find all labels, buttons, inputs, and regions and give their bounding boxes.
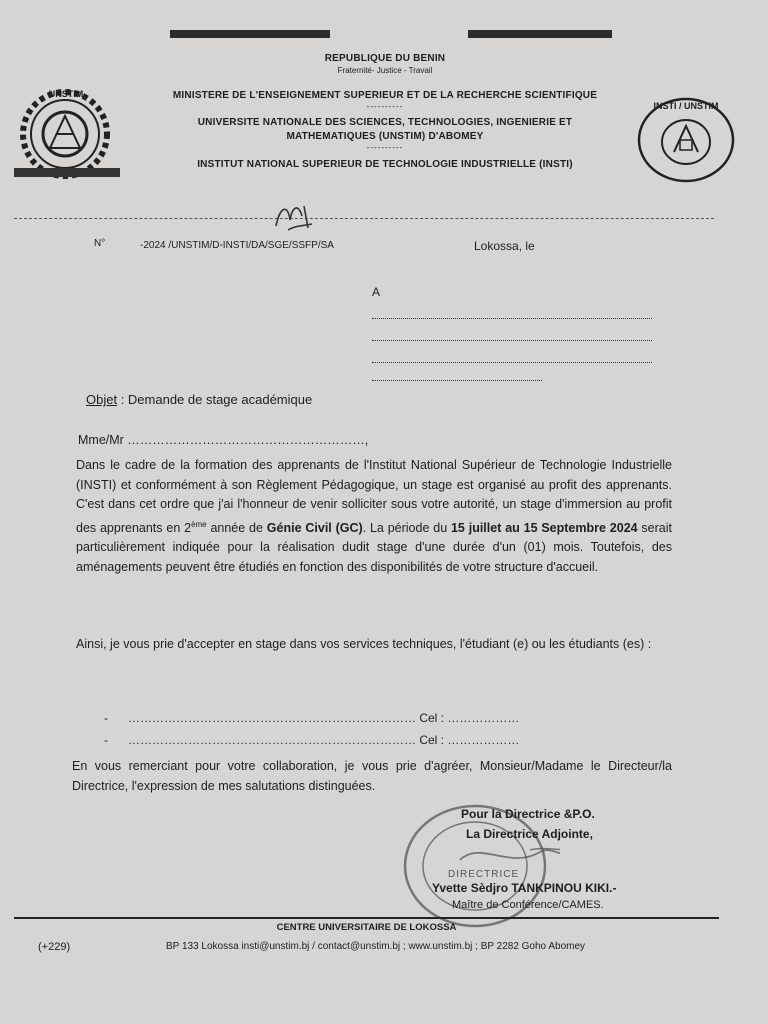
header-separator: ---------- [366,102,404,111]
university-name-line2: MATHEMATIQUES (UNSTIM) D'ABOMEY [286,131,484,142]
country-name: REPUBLIQUE DU BENIN [324,53,446,64]
stamp-label: DIRECTRICE [448,869,520,880]
footer-address: BP 133 Lokossa insti@unstim.bj / contact@unstim.bj ; www.unstim.bj ; BP 2282 Goho Abomey [166,941,586,952]
body-paragraph-2: Ainsi, je vous prie d'accepter en stage dans vos services techniques, l'étudiant (e) ou les étudiants (es) : [76,637,652,651]
subject-label: Objet [86,392,118,407]
recipient-label: A [372,285,381,299]
signature-line-2: La Directrice Adjointe, [466,827,593,841]
reference-number: -2024 /UNSTIM/D-INSTI/DA/SGE/SSFP/SA [140,240,334,251]
recipient-line-3 [372,362,652,363]
signatory-name: Yvette Sèdjro TANKPINOU KIKI.- [432,881,617,895]
student-dash-2: - [104,733,108,747]
right-logo-label: INSTI / UNSTIM [653,101,719,111]
p1-field: Génie Civil (GC) [266,520,363,535]
p1-text-b: année de [206,520,267,535]
footer-rule [14,917,719,919]
student-line-1: ……………………………………………………………… Cel : ……………… [128,711,520,725]
p1-text-c: . La période du [362,520,451,535]
p1-superscript: ème [191,519,207,529]
header-divider [14,218,714,219]
signature-line-1: Pour la Directrice &P.O. [461,807,595,821]
ministry-name: MINISTERE DE L'ENSEIGNEMENT SUPERIEUR ET DE LA RECHERCHE SCIENTIFIQUE [172,90,598,101]
country-motto: Fraternité- Justice - Travail [337,66,433,75]
subject-line [86,392,312,407]
header-separator-2: ---------- [366,143,404,152]
recipient-line-1 [372,318,652,319]
subject-text: : Demande de stage académique [117,392,313,407]
institute-name: INSTITUT NATIONAL SUPERIEUR DE TECHNOLOGIE INDUSTRIELLE (INSTI) [197,159,573,170]
place-date: Lokossa, le [474,239,535,253]
footer-phone: (+229) [38,941,71,953]
signatory-title: Maître de Conférence/CAMES. [452,899,604,911]
university-name-line1: UNIVERSITE NATIONALE DES SCIENCES, TECHNOLOGIES, INGENIERIE ET [197,117,573,128]
p1-text-a: Dans le cadre de la formation des apprenants de l'Institut National Supérieur de Technologie Industrielle (INSTI) et conformément à son Règlement Pédagogique, un stage est organisé au profit des apprenants. C'est dans cet ordre que j'ai l'honneur de venir solliciter sous votre autorité, un stage d'immersion au profit des apprenants en 2 [76,458,672,535]
student-dash-1: - [104,711,108,725]
p1-text-d: serait particulièrement indiquée pour la réalisation dudit stage d'une durée d'un (01) mois. Toutefois, des aménagements peuvent être étudiés en fonction des disponibilités de votre structure d'accueil. [76,520,672,574]
closing-paragraph: En vous remerciant pour votre collaboration, je vous prie d'agréer, Monsieur/Madame le Directeur/la Directrice, l'expression de mes salutations distinguées. [72,759,672,793]
body-paragraph-1 [76,456,672,577]
reference-number-label: N° [94,238,106,249]
header-bar-left [170,30,330,38]
left-logo-label: UNSTIM [48,89,84,99]
recipient-line-4 [372,380,542,381]
footer-center: CENTRE UNIVERSITAIRE DE LOKOSSA [276,922,457,933]
header-bar-right [468,30,612,38]
recipient-line-2 [372,340,652,341]
greeting: Mme/Mr …………………………………………………, [78,433,369,447]
handwritten-mark [268,196,318,236]
student-line-2: ……………………………………………………………… Cel : ……………… [128,733,520,747]
p1-period: 15 juillet au 15 Septembre 2024 [450,520,638,535]
